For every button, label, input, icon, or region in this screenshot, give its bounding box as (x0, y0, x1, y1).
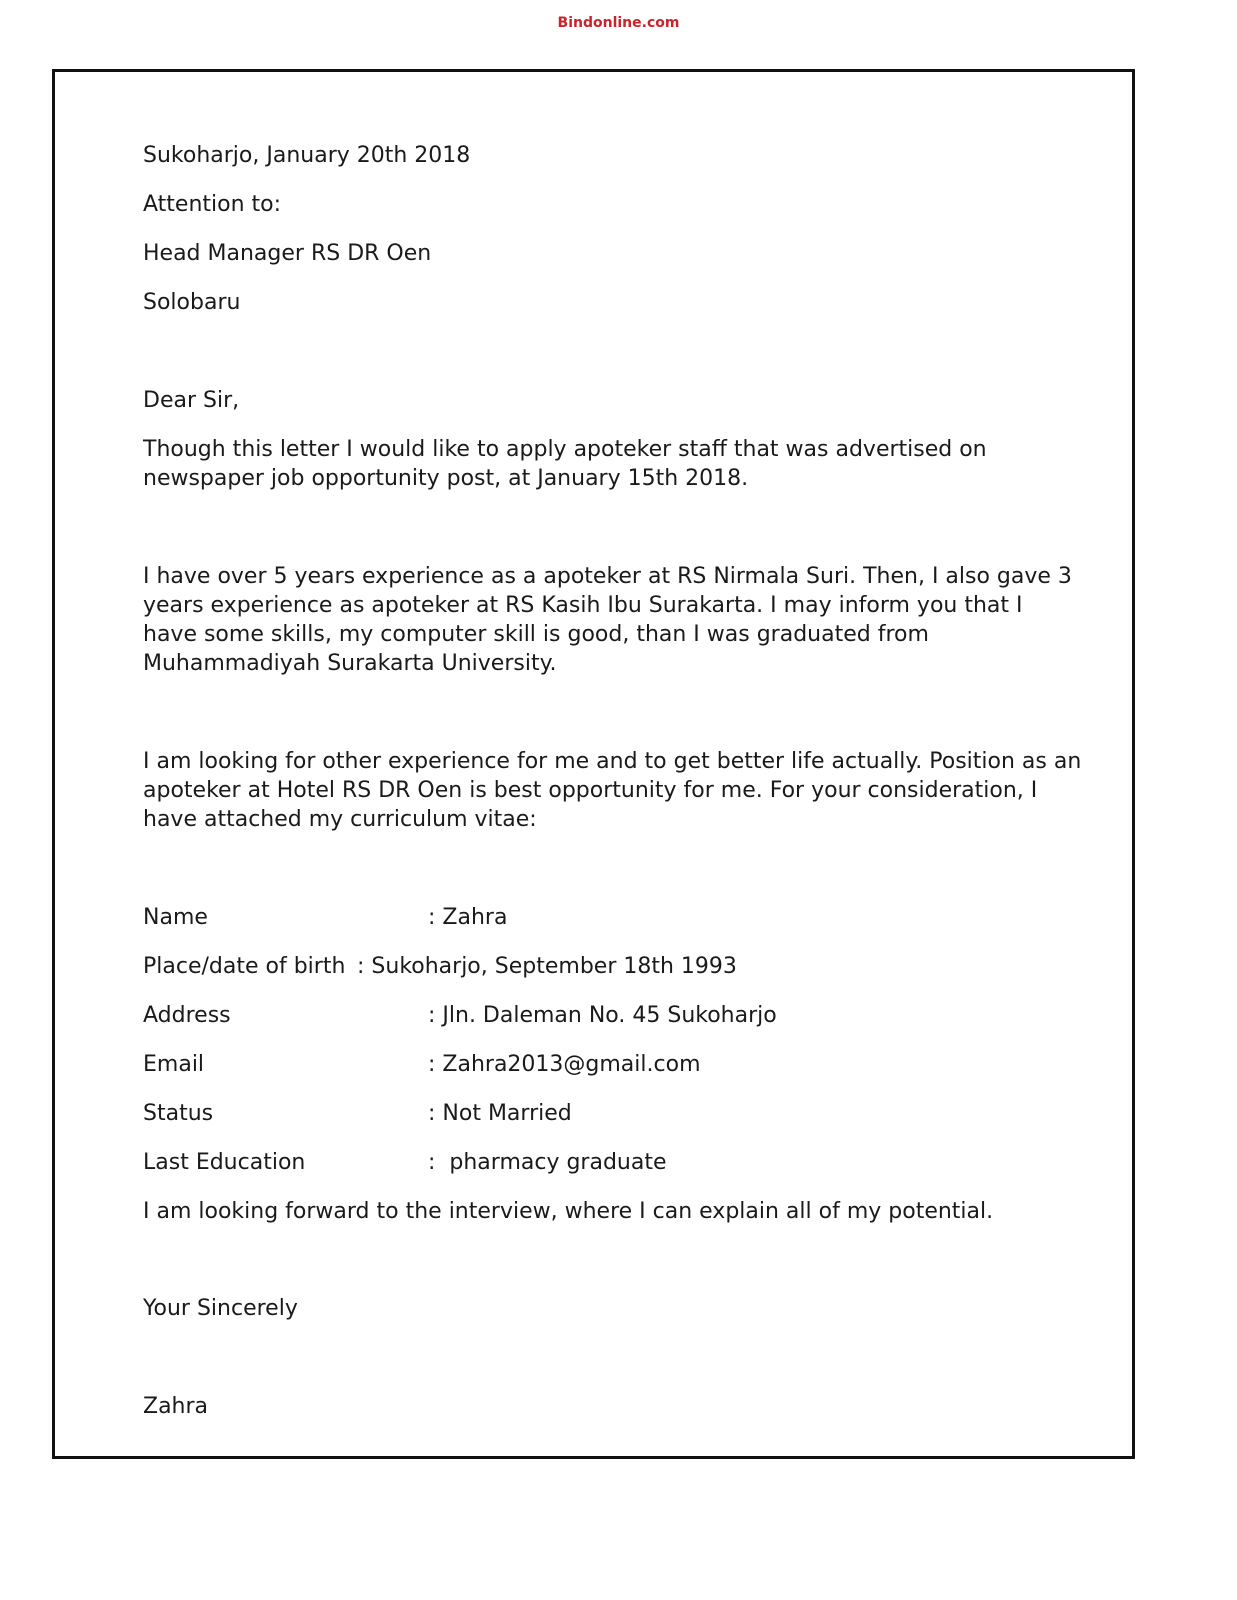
detail-value: : Not Married (428, 1101, 572, 1126)
detail-label: Status (143, 1101, 214, 1126)
detail-row-status (143, 1099, 572, 1128)
paragraph-motivation: I am looking for other experience for me and to get better life actually. Position as an apoteker at Hotel RS DR Oen is best opportunity for me. For your consideration, I have attached my curriculum vitae: (143, 749, 1082, 832)
recipient-line: Head Manager RS DR Oen (143, 241, 432, 266)
salutation: Dear Sir, (143, 388, 240, 413)
detail-row-address (143, 1001, 777, 1030)
detail-label: Place/date of birth (143, 954, 346, 979)
date-line: Sukoharjo, January 20th 2018 (143, 143, 471, 168)
detail-value: : pharmacy graduate (428, 1150, 667, 1175)
detail-row-education (143, 1148, 667, 1177)
signature-name: Zahra (143, 1394, 209, 1419)
attention-line: Attention to: (143, 192, 282, 217)
detail-label: Last Education (143, 1150, 306, 1175)
paragraph-experience: I have over 5 years experience as a apoteker at RS Nirmala Suri. Then, I also gave 3 years experience as apoteker at RS Kasih Ibu Surakarta. I may inform you that I have some skills, my computer skill is good, than I was graduated from Muhammadiyah Surakarta University. (143, 564, 1072, 676)
detail-value: : Sukoharjo, September 18th 1993 (357, 954, 737, 979)
detail-row-birth (143, 952, 737, 981)
detail-value: : Zahra2013@gmail.com (428, 1052, 701, 1077)
detail-row-email (143, 1050, 701, 1079)
detail-label: Address (143, 1003, 231, 1028)
sign-off: Your Sincerely (143, 1296, 298, 1321)
city-line: Solobaru (143, 290, 241, 315)
watermark-text: Bindonline.com (557, 15, 680, 31)
closing-paragraph: I am looking forward to the interview, where I can explain all of my potential. (143, 1199, 994, 1224)
detail-value: : Zahra (428, 905, 508, 930)
detail-label: Name (143, 905, 208, 930)
paragraph-intro: Though this letter I would like to apply apoteker staff that was advertised on newspaper job opportunity post, at January 15th 2018. (143, 437, 987, 491)
detail-row-name (143, 903, 508, 932)
detail-label: Email (143, 1052, 205, 1077)
detail-value: : Jln. Daleman No. 45 Sukoharjo (428, 1003, 777, 1028)
